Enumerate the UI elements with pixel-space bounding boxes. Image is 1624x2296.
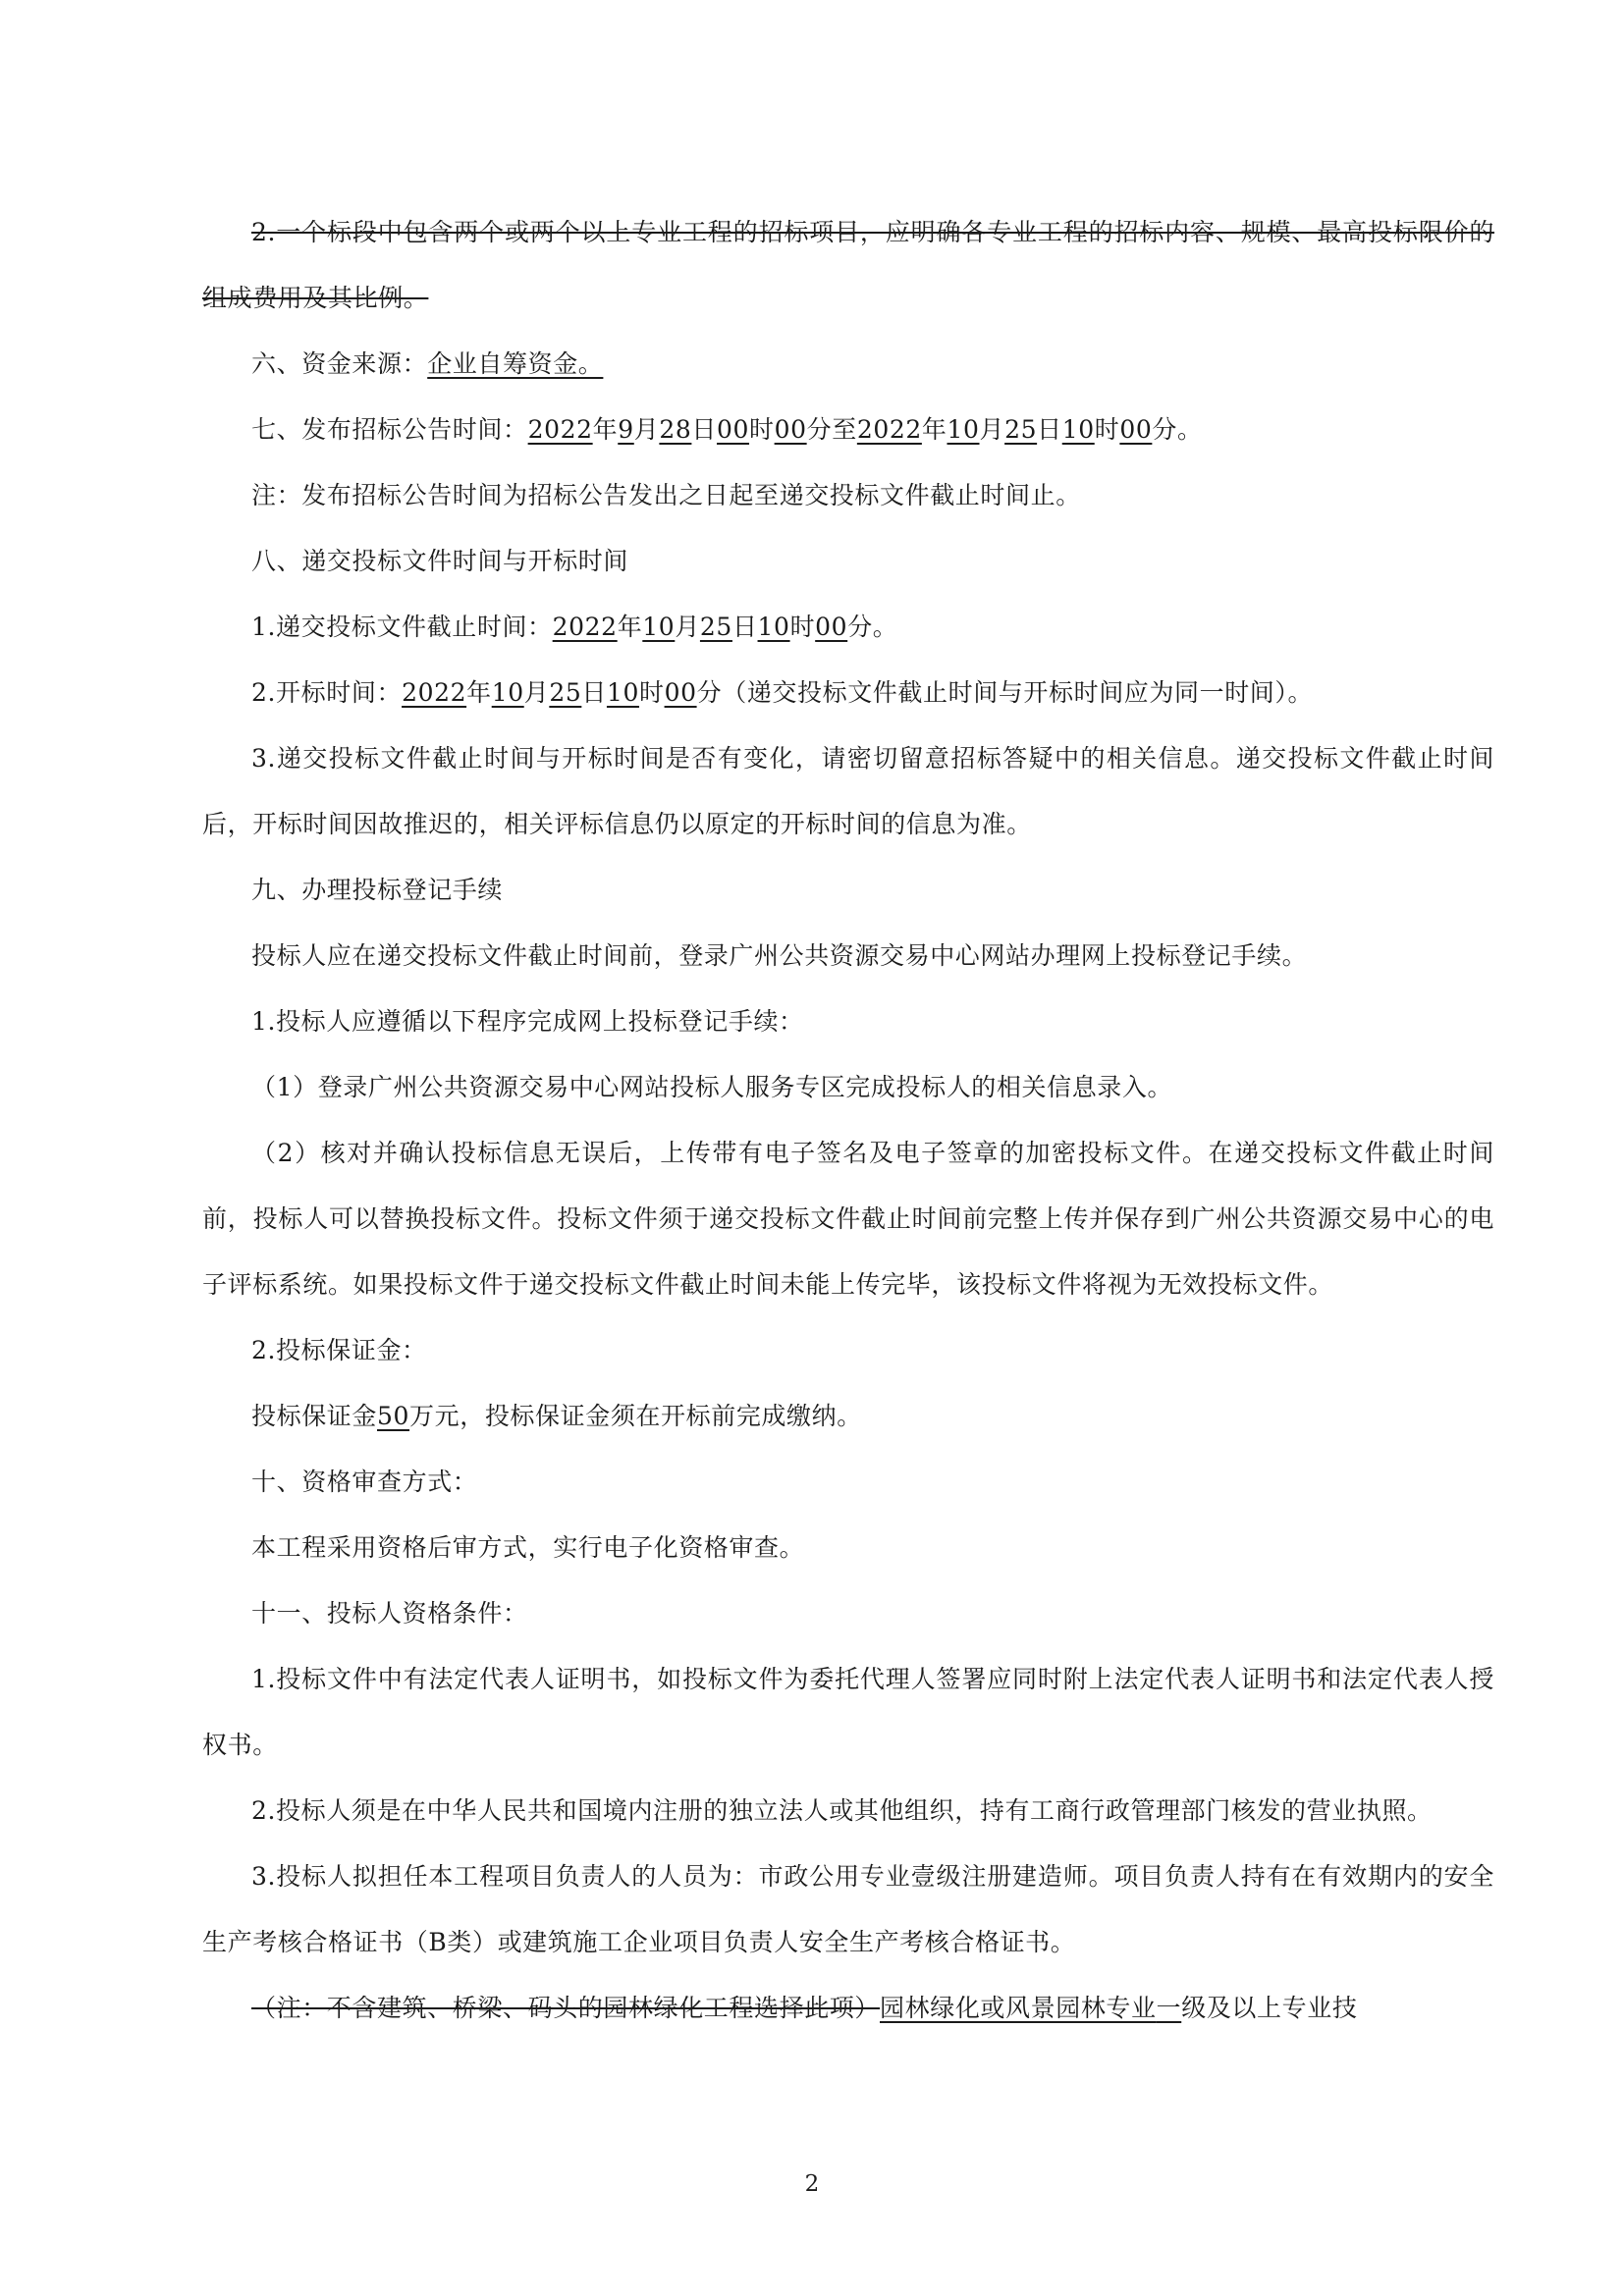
value: 10 [947, 415, 980, 444]
section-6-funding [202, 331, 1494, 397]
time-change-note: 3.递交投标文件截止时间与开标时间是否有变化，请密切留意招标答疑中的相关信息。递交投标文件截止时间后，开标时间因故推迟的，相关评标信息仍以原定的开标时间的信息为准。 [202, 744, 1494, 838]
amount-value: 50 [377, 1402, 410, 1430]
section-10-heading: 十、资格审查方式： [251, 1468, 478, 1496]
section-11-heading: 十一、投标人资格条件： [251, 1599, 528, 1628]
registration-item-1: （1）登录广州公共资源交易中心网站投标人服务专区完成投标人的相关信息录入。 [251, 1073, 1173, 1101]
page-number: 2 [804, 2171, 820, 2197]
value: 25 [699, 613, 732, 641]
value: 00 [774, 415, 807, 444]
registration-step-1-heading: 1.投标人应遵循以下程序完成网上投标登记手续： [251, 1007, 804, 1036]
requirement-1: 1.投标文件中有法定代表人证明书，如投标文件为委托代理人签署应同时附上法定代表人证明书和法定代表人授权书。 [202, 1665, 1494, 1759]
unit: 年 [592, 415, 619, 444]
unit: 分（递交投标文件截止时间与开标时间应为同一时间）。 [696, 678, 1314, 707]
value: 10 [606, 678, 639, 707]
qualification-review-method: 本工程采用资格后审方式，实行电子化资格审查。 [251, 1533, 805, 1562]
unit: 年 [617, 613, 643, 641]
value: 00 [664, 678, 697, 707]
label: 投标保证金 [251, 1402, 378, 1430]
value: 10 [491, 678, 524, 707]
value: 9 [618, 415, 634, 444]
value: 00 [717, 415, 750, 444]
unit: 时 [1094, 415, 1120, 444]
unit: 分。 [1152, 415, 1203, 444]
unit: 分。 [847, 613, 898, 641]
unit: 时 [749, 415, 775, 444]
bid-bond-heading: 2.投标保证金： [251, 1336, 427, 1364]
unit: 月 [523, 678, 550, 707]
value: 00 [1119, 415, 1153, 444]
text: 万元，投标保证金须在开标前完成缴纳。 [409, 1402, 862, 1430]
registration-item-2: （2）核对并确认投标信息无误后，上传带有电子签名及电子签章的加密投标文件。在递交投标文件截止时间前，投标人可以替换投标文件。投标文件须于递交投标文件截止时间前完整上传并保存到广州公共资源交易中心的电子评标系统。如果投标文件于递交投标文件截止时间未能上传完毕，该投标文件将视为无效投标文件。 [202, 1139, 1494, 1299]
value: 2022 [552, 613, 618, 641]
value: 2022 [856, 415, 922, 444]
registration-intro: 投标人应在递交投标文件截止时间前，登录广州公共资源交易中心网站办理网上投标登记手续。 [251, 941, 1308, 970]
struck-text: 2.一个标段中包含两个或两个以上专业工程的招标项目，应明确各专业工程的招标内容、规模、最高投标限价的组成费用及其比例。 [202, 218, 1494, 312]
label: 六、资金来源： [251, 349, 428, 378]
unit: 日 [691, 415, 717, 444]
note-publish-time: 注：发布招标公告时间为招标公告发出之日起至递交投标文件截止时间止。 [251, 481, 1081, 509]
unit: 年 [921, 415, 947, 444]
label: 2.开标时间： [251, 678, 403, 707]
value: 2022 [402, 678, 467, 707]
requirement-2: 2.投标人须是在中华人民共和国境内注册的独立法人或其他组织，持有工商行政管理部门核发的营业执照。 [251, 1796, 1433, 1825]
unit: 日 [581, 678, 607, 707]
opening-time [202, 660, 1494, 725]
unit: 日 [1037, 415, 1062, 444]
requirement-3: 3.投标人拟担任本工程项目负责人的人员为：市政公用专业壹级注册建造师。项目负责人持有在有效期内的安全生产考核合格证书（B类）或建筑施工企业项目负责人安全生产考核合格证书。 [202, 1862, 1494, 1956]
unit: 月 [979, 415, 1005, 444]
value: 25 [549, 678, 582, 707]
label: 七、发布招标公告时间： [251, 415, 528, 444]
text: 级及以上专业技 [1181, 1994, 1358, 2022]
underlined-text: 园林绿化或风景园林专业 [880, 1994, 1157, 2022]
unit: 年 [466, 678, 492, 707]
unit: 分至 [806, 415, 857, 444]
funding-value: 企业自筹资金。 [427, 349, 604, 378]
unit: 时 [789, 613, 816, 641]
value: 10 [642, 613, 676, 641]
struck-text: （注：不含建筑、桥梁、码头的园林绿化工程选择此项） [251, 1994, 881, 2022]
unit: 日 [731, 613, 758, 641]
section-9-heading: 九、办理投标登记手续 [251, 876, 504, 904]
bid-bond-amount [202, 1383, 1494, 1449]
value: 25 [1004, 415, 1038, 444]
section-7-publish-time [202, 397, 1494, 462]
value: 10 [1061, 415, 1095, 444]
document-body [202, 199, 1494, 2041]
unit: 月 [633, 415, 660, 444]
value: 28 [659, 415, 692, 444]
value: 00 [815, 613, 848, 641]
section-8-heading: 八、递交投标文件时间与开标时间 [251, 547, 629, 575]
unit: 时 [638, 678, 665, 707]
unit: 月 [675, 613, 700, 641]
underlined-text: 一 [1156, 1994, 1182, 2022]
submission-deadline [202, 594, 1494, 660]
label: 1.递交投标文件截止时间： [251, 613, 553, 641]
paragraph-1 [202, 199, 1494, 331]
requirement-note-struck [202, 1975, 1494, 2041]
value: 10 [757, 613, 790, 641]
value: 2022 [527, 415, 593, 444]
